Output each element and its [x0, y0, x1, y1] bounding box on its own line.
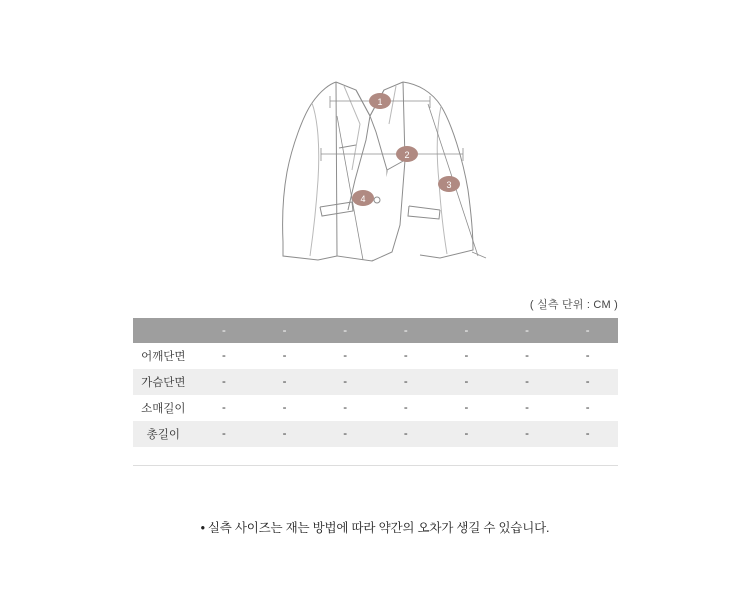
- table-cell: -: [557, 395, 618, 421]
- header-cell: -: [557, 318, 618, 343]
- row-label: 소매길이: [133, 395, 194, 421]
- table-cell: -: [315, 395, 376, 421]
- table-cell: -: [497, 395, 558, 421]
- header-cell: -: [254, 318, 315, 343]
- header-cell: -: [194, 318, 255, 343]
- table-cell: -: [376, 395, 437, 421]
- size-table-head: [133, 318, 618, 343]
- measurement-unit-note: ( 실측 단위 : CM ): [529, 299, 618, 311]
- table-row: [133, 343, 618, 369]
- table-cell: -: [436, 421, 497, 447]
- disclaimer-note: [0, 518, 750, 536]
- table-cell: -: [436, 395, 497, 421]
- header-cell-label: [133, 318, 194, 343]
- table-cell: -: [436, 343, 497, 369]
- svg-text:2: 2: [404, 150, 410, 160]
- table-header-row: [133, 318, 618, 343]
- table-row: [133, 395, 618, 421]
- table-cell: -: [315, 369, 376, 395]
- size-table: [133, 318, 618, 447]
- table-cell: -: [436, 369, 497, 395]
- table-cell: -: [194, 343, 255, 369]
- header-cell: -: [376, 318, 437, 343]
- svg-text:3: 3: [446, 180, 452, 190]
- header-cell: -: [315, 318, 376, 343]
- garment-illustration: [0, 20, 750, 270]
- table-cell: -: [194, 395, 255, 421]
- table-cell: -: [497, 343, 558, 369]
- table-cell: -: [376, 343, 437, 369]
- table-cell: -: [254, 421, 315, 447]
- table-cell: -: [254, 343, 315, 369]
- disclaimer-text: 실측 사이즈는 재는 방법에 따라 약간의 오차가 생길 수 있습니다.: [207, 521, 550, 535]
- table-cell: -: [194, 421, 255, 447]
- table-cell: -: [497, 369, 558, 395]
- table-cell: -: [557, 421, 618, 447]
- row-label: 총길이: [133, 421, 194, 447]
- table-cell: -: [376, 421, 437, 447]
- header-cell: -: [497, 318, 558, 343]
- table-cell: -: [557, 343, 618, 369]
- table-cell: -: [194, 369, 255, 395]
- table-row: [133, 421, 618, 447]
- size-table-body: [133, 343, 618, 447]
- svg-text:1: 1: [377, 97, 383, 107]
- table-cell: -: [315, 343, 376, 369]
- row-label: 가슴단면: [133, 369, 194, 395]
- svg-text:4: 4: [360, 194, 366, 204]
- table-cell: -: [376, 369, 437, 395]
- table-row: [133, 369, 618, 395]
- table-cell: -: [315, 421, 376, 447]
- table-cell: -: [254, 369, 315, 395]
- table-cell: -: [557, 369, 618, 395]
- header-cell: -: [436, 318, 497, 343]
- row-label: 어깨단면: [133, 343, 194, 369]
- table-cell: -: [254, 395, 315, 421]
- section-divider: [133, 465, 618, 466]
- bullet-icon: •: [200, 521, 205, 535]
- table-cell: -: [497, 421, 558, 447]
- size-table-block: [133, 296, 618, 447]
